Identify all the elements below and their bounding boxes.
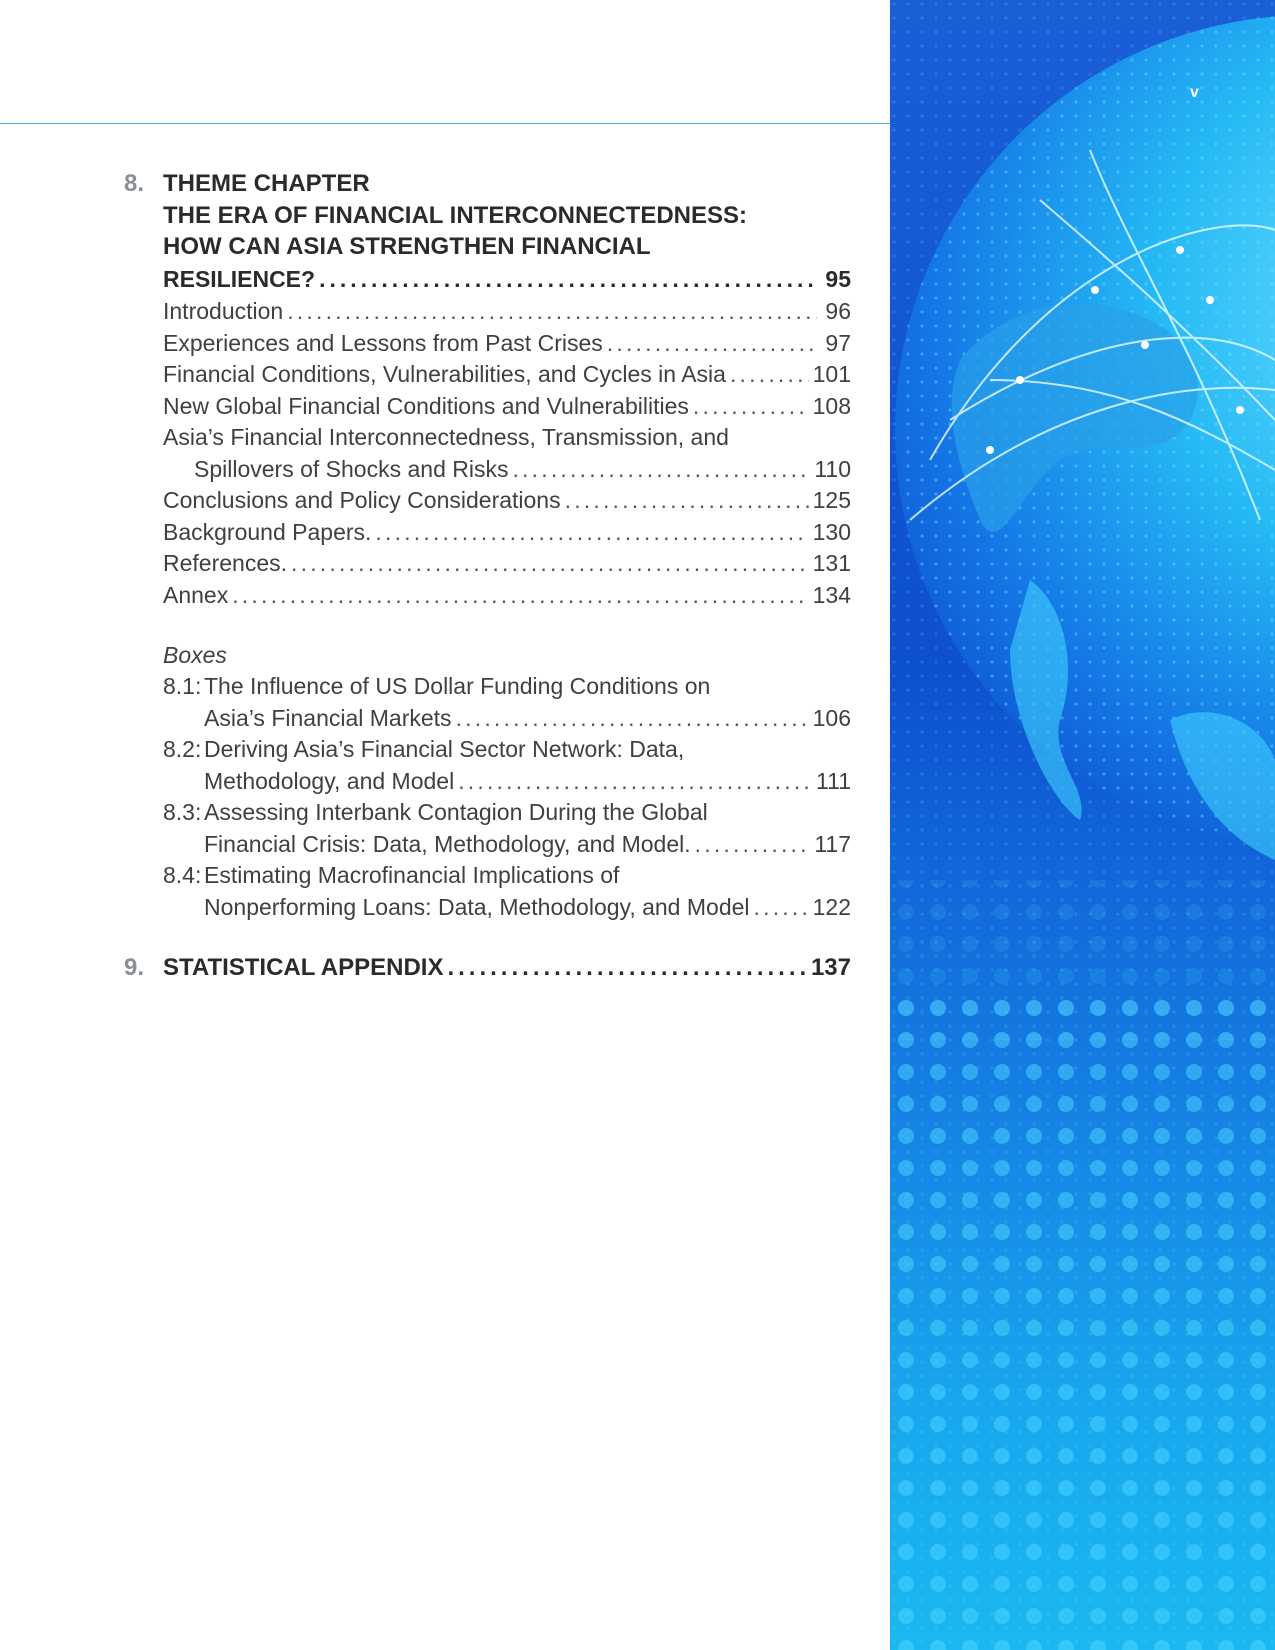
page-number: 97 [825,330,851,356]
dot-leader [232,579,808,611]
toc-entry[interactable] [163,358,851,390]
toc-entry-chapter-8[interactable] [163,263,851,295]
dot-leader [291,547,809,579]
toc-entry-label: Conclusions and Policy Considerations [163,487,561,513]
box-title-line-1: Deriving Asia’s Financial Sector Network: Data, [204,736,685,762]
page-number: 101 [812,361,851,387]
page-number: 111 [816,768,851,794]
chapter-8-title-last: RESILIENCE? [163,266,316,292]
page-number: 137 [810,954,851,981]
toc-entry-chapter-9[interactable] [163,952,851,984]
header-rule [0,123,890,124]
page-number: 122 [812,894,851,920]
toc-entry-label: Financial Conditions, Vulnerabilities, and Cycles in Asia [163,361,726,387]
dot-leader [730,358,809,390]
toc-entry-label: Spillovers of Shocks and Risks [194,456,509,482]
toc-entry[interactable] [163,547,851,579]
box-number: 8.2: [163,736,202,762]
box-title-line-1: The Influence of US Dollar Funding Conditions on [204,673,711,699]
toc-entry-box[interactable] [204,891,851,923]
toc-entry-label: Background Papers. [163,519,372,545]
boxes-heading: Boxes [163,642,227,668]
page-number-roman: v [1190,84,1199,101]
dot-leader [447,952,806,984]
page-number: 96 [825,298,851,324]
box-number: 8.4: [163,862,202,888]
chapter-8-number: 8. [124,170,145,197]
dot-leader [458,765,812,797]
page-number: 130 [812,519,851,545]
chapter-9-title: STATISTICAL APPENDIX [163,954,444,981]
page-number: 125 [812,487,851,513]
dot-leader [512,453,810,485]
page-number: 108 [812,393,851,419]
chapter-8-title-line-3: HOW CAN ASIA STRENGTHEN FINANCIAL [163,233,651,260]
toc-entry[interactable] [163,484,851,516]
toc-entry[interactable] [163,579,851,611]
globe-network-image [890,0,1275,1650]
toc-entry[interactable] [163,327,851,359]
page-number: 117 [814,831,851,857]
box-title-line-2: Nonperforming Loans: Data, Methodology, and Model [204,894,750,920]
page-number: 110 [814,456,851,482]
toc-entry-label: Introduction [163,298,284,324]
dot-leader [319,263,817,295]
page-number: 106 [812,705,851,731]
box-title-line-1: Estimating Macrofinancial Implications of [204,862,620,888]
dot-leader [693,390,809,422]
box-number: 8.3: [163,799,202,825]
dot-leader [607,327,817,359]
chapter-9-number: 9. [124,954,145,981]
globe-icon [890,0,1275,1650]
toc-entry[interactable] [163,516,851,548]
toc-entry-label: References. [163,550,288,576]
dot-leader [375,516,808,548]
toc-entry-label: New Global Financial Conditions and Vulnerabilities [163,393,689,419]
toc-entry-box[interactable] [204,702,851,734]
toc-entry-box[interactable] [204,765,851,797]
toc-entry[interactable] [194,453,851,485]
page-number: 131 [812,550,851,576]
toc-entry[interactable] [163,295,851,327]
box-title-line-2: Methodology, and Model [204,768,455,794]
toc-entry-label: Annex [163,582,229,608]
box-title-line-1: Assessing Interbank Contagion During the Global [204,799,708,825]
dot-leader [565,484,809,516]
box-title-line-2: Financial Crisis: Data, Methodology, and Model. [204,831,691,857]
toc-entry-box[interactable] [204,828,851,860]
chapter-8-title-line-2: THE ERA OF FINANCIAL INTERCONNECTEDNESS: [163,202,748,229]
dot-leader [456,702,809,734]
toc-entry-label: Experiences and Lessons from Past Crises [163,330,603,356]
toc-entry-spillover-line-1: Asia’s Financial Interconnectedness, Transmission, and [163,424,729,450]
chapter-8-title-line-1: THEME CHAPTER [163,170,370,197]
page-number: 95 [825,266,851,292]
toc-entry[interactable] [163,390,851,422]
page-number: 134 [812,582,851,608]
dot-leader [695,828,811,860]
dot-leader [754,891,809,923]
dot-leader [287,295,817,327]
box-title-line-2: Asia’s Financial Markets [204,705,452,731]
box-number: 8.1: [163,673,202,699]
